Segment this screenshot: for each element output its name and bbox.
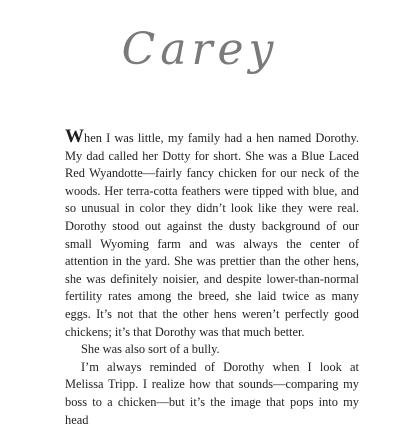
opening-paragraph-text: hen I was little, my family had a hen named Dorothy. My dad called her Dotty for short. She was a Blue Laced Red Wyandotte—fairly fancy chicken for our neck of the woods. Her terra-cotta feathers were tipped with blue, and so unusual in color they didn’t look like they were real. Dorothy stood out against the dusty background of our small Wyoming farm and was always the center of attention in the yard. She was prettier than the other hens, she was definitely noisier, and despite lower-than-normal fertility rates among the breed, she laid twice as many eggs. It’s not that the other hens weren’t perfectly good chickens; it’s that Dorothy was that much better. xyxy=(65,131,359,339)
drop-initial: W xyxy=(65,126,84,147)
body-paragraph: She was also sort of a bully. xyxy=(81,342,220,357)
body-paragraph: I’m always reminded of Dorothy when I look at Melissa Tripp. I realize how that sounds—comparing my boss to a chicken—but it’s the image that pops into my head xyxy=(65,359,359,427)
chapter-title: Carey xyxy=(121,24,279,75)
chapter-body xyxy=(65,126,359,429)
opening-paragraph xyxy=(65,126,359,341)
